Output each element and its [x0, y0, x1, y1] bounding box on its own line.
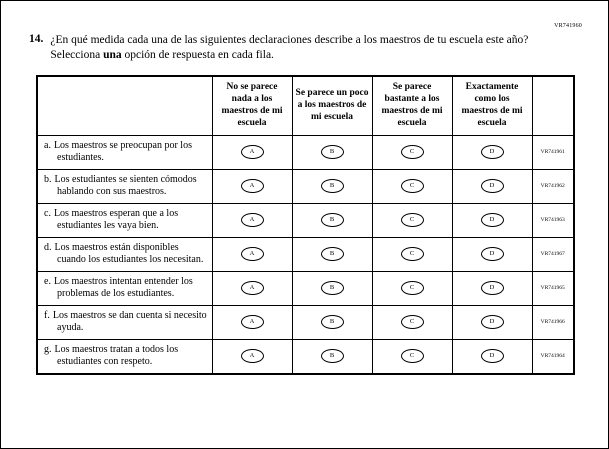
table-row: [37, 203, 574, 237]
table-row: [37, 135, 574, 169]
answer-cell: [212, 237, 292, 271]
answer-bubble-c[interactable]: C: [401, 213, 424, 227]
question-text-part1: ¿En qué medida cada una de las siguientes declaraciones describe a los maestros de tu escuela este año? Selecciona: [50, 34, 529, 61]
table-row: [37, 305, 574, 339]
header-row: [37, 76, 574, 135]
answer-bubble-d[interactable]: D: [481, 145, 504, 159]
answer-cell: [452, 305, 532, 339]
answer-bubble-c[interactable]: C: [401, 315, 424, 329]
header-option-3: Se parece bastante a los maestros de mi escuela: [372, 76, 452, 135]
answer-bubble-a[interactable]: A: [241, 247, 264, 261]
question-text-bold: una: [103, 48, 122, 61]
answer-cell: [452, 271, 532, 305]
answer-bubble-d[interactable]: D: [481, 213, 504, 227]
question-text: [50, 33, 538, 63]
answer-cell: [372, 169, 452, 203]
answer-bubble-c[interactable]: C: [401, 349, 424, 363]
statement-label: e. Los maestros intentan entender los problemas de los estudiantes.: [37, 271, 212, 305]
response-table: [36, 75, 575, 375]
answer-bubble-b[interactable]: B: [321, 179, 344, 193]
answer-bubble-b[interactable]: B: [321, 213, 344, 227]
answer-cell: [292, 135, 372, 169]
answer-cell: [372, 203, 452, 237]
row-code: VR741967: [532, 237, 574, 271]
answer-cell: [212, 203, 292, 237]
answer-cell: [292, 305, 372, 339]
statement-label: a. Los maestros se preocupan por los estudiantes.: [37, 135, 212, 169]
answer-bubble-c[interactable]: C: [401, 179, 424, 193]
statement-label: g. Los maestros tratan a todos los estudiantes con respeto.: [37, 339, 212, 374]
statement-label: b. Los estudiantes se sienten cómodos hablando con sus maestros.: [37, 169, 212, 203]
header-empty-corner: [37, 76, 212, 135]
answer-cell: [292, 203, 372, 237]
question-number: 14.: [29, 33, 44, 45]
row-code: VR741962: [532, 169, 574, 203]
answer-bubble-d[interactable]: D: [481, 179, 504, 193]
header-option-1: No se parece nada a los maestros de mi escuela: [212, 76, 292, 135]
answer-cell: [212, 135, 292, 169]
answer-bubble-c[interactable]: C: [401, 145, 424, 159]
form-code: VR741960: [554, 23, 582, 29]
header-empty-code: [532, 76, 574, 135]
answer-cell: [292, 237, 372, 271]
answer-cell: [452, 169, 532, 203]
answer-cell: [452, 203, 532, 237]
question-block: [29, 33, 538, 63]
answer-bubble-b[interactable]: B: [321, 349, 344, 363]
answer-bubble-d[interactable]: D: [481, 315, 504, 329]
row-code: VR741963: [532, 203, 574, 237]
statement-label: c. Los maestros esperan que a los estudiantes les vaya bien.: [37, 203, 212, 237]
answer-cell: [372, 237, 452, 271]
answer-bubble-b[interactable]: B: [321, 145, 344, 159]
row-code: VR741961: [532, 135, 574, 169]
answer-bubble-d[interactable]: D: [481, 281, 504, 295]
answer-cell: [372, 135, 452, 169]
answer-bubble-c[interactable]: C: [401, 247, 424, 261]
header-option-2: Se parece un poco a los maestros de mi escuela: [292, 76, 372, 135]
header-option-4: Exactamente como los maestros de mi escuela: [452, 76, 532, 135]
answer-cell: [292, 271, 372, 305]
question-text-part2: opción de respuesta en cada fila.: [121, 48, 274, 61]
row-code: VR741966: [532, 305, 574, 339]
table-row: [37, 339, 574, 374]
answer-cell: [212, 339, 292, 374]
statement-label: f. Los maestros se dan cuenta si necesito ayuda.: [37, 305, 212, 339]
table-row: [37, 169, 574, 203]
answer-cell: [452, 339, 532, 374]
answer-bubble-a[interactable]: A: [241, 315, 264, 329]
answer-bubble-a[interactable]: A: [241, 179, 264, 193]
statement-label: d. Los maestros están disponibles cuando los estudiantes los necesitan.: [37, 237, 212, 271]
answer-cell: [452, 135, 532, 169]
row-code: VR741964: [532, 339, 574, 374]
table-row: [37, 237, 574, 271]
answer-bubble-b[interactable]: B: [321, 247, 344, 261]
answer-cell: [212, 271, 292, 305]
answer-bubble-a[interactable]: A: [241, 213, 264, 227]
answer-cell: [212, 169, 292, 203]
table-row: [37, 271, 574, 305]
answer-bubble-d[interactable]: D: [481, 349, 504, 363]
answer-cell: [452, 237, 532, 271]
answer-bubble-a[interactable]: A: [241, 349, 264, 363]
row-code: VR741965: [532, 271, 574, 305]
answer-bubble-c[interactable]: C: [401, 281, 424, 295]
answer-cell: [372, 339, 452, 374]
answer-cell: [292, 169, 372, 203]
answer-bubble-d[interactable]: D: [481, 247, 504, 261]
answer-bubble-b[interactable]: B: [321, 315, 344, 329]
answer-cell: [212, 305, 292, 339]
answer-cell: [372, 305, 452, 339]
answer-bubble-a[interactable]: A: [241, 281, 264, 295]
answer-cell: [292, 339, 372, 374]
answer-cell: [372, 271, 452, 305]
answer-bubble-a[interactable]: A: [241, 145, 264, 159]
answer-bubble-b[interactable]: B: [321, 281, 344, 295]
